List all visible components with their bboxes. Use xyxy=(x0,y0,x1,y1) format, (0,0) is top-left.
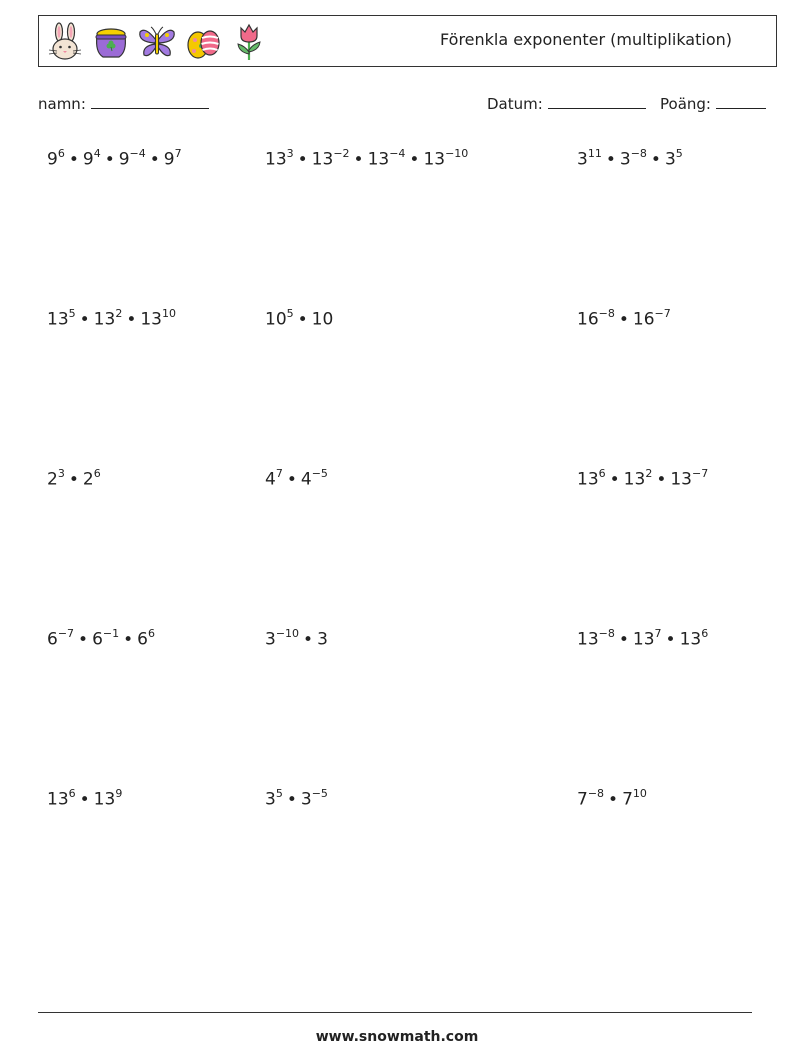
term-base: 16 xyxy=(632,309,655,330)
term-base: 9 xyxy=(118,149,130,170)
problem-1 xyxy=(47,148,182,170)
term-base: 13 xyxy=(47,309,69,330)
multiply-operator: • xyxy=(608,789,619,810)
footer-divider xyxy=(38,1012,752,1013)
term-exponent: −2 xyxy=(333,147,350,160)
easter-egg-icon xyxy=(183,22,223,62)
bunny-icon xyxy=(45,22,85,62)
problem-15 xyxy=(577,788,647,810)
term-exponent: 7 xyxy=(654,627,662,640)
term-base: 10 xyxy=(265,309,287,330)
term-base: 13 xyxy=(311,149,334,170)
multiply-operator: • xyxy=(650,149,661,170)
term-base: 13 xyxy=(670,469,692,490)
term-exponent: −5 xyxy=(311,787,328,800)
term-exponent: 9 xyxy=(115,787,123,800)
term-exponent: −8 xyxy=(587,787,605,800)
multiply-operator: • xyxy=(104,149,115,170)
term-exponent: −10 xyxy=(275,627,300,640)
term-base: 3 xyxy=(577,149,588,170)
term-exponent: −4 xyxy=(129,147,146,160)
multiply-operator: • xyxy=(605,149,616,170)
term-base: 16 xyxy=(577,309,599,330)
multiply-operator: • xyxy=(68,469,79,490)
name-field[interactable] xyxy=(38,94,209,113)
multiply-operator: • xyxy=(665,629,676,650)
term-exponent: −10 xyxy=(445,147,469,160)
term-base: 6 xyxy=(47,629,58,650)
score-field[interactable] xyxy=(660,94,766,113)
problem-13 xyxy=(47,788,122,810)
problem-9 xyxy=(577,468,708,490)
term-base: 13 xyxy=(577,629,599,650)
term-exponent: −7 xyxy=(691,467,709,480)
term-base: 13 xyxy=(367,149,390,170)
pot-of-gold-icon xyxy=(91,22,131,62)
term-base: 2 xyxy=(82,469,94,490)
score-label: Poäng: xyxy=(660,95,711,113)
footer-site: www.snowmath.com xyxy=(315,1029,479,1045)
term-base: 9 xyxy=(47,149,58,170)
term-base: 3 xyxy=(317,629,328,650)
term-base: 13 xyxy=(423,149,446,170)
term-base: 13 xyxy=(140,309,162,330)
term-base: 6 xyxy=(137,629,148,650)
multiply-operator: • xyxy=(79,309,90,330)
multiply-operator: • xyxy=(78,629,89,650)
term-base: 2 xyxy=(47,469,58,490)
term-exponent: 6 xyxy=(57,147,65,160)
term-exponent: 10 xyxy=(161,307,176,320)
term-base: 7 xyxy=(622,789,633,810)
icon-strip xyxy=(45,22,269,62)
multiply-operator: • xyxy=(656,469,667,490)
term-base: 3 xyxy=(619,149,631,170)
term-exponent: 5 xyxy=(68,307,76,320)
date-line[interactable] xyxy=(548,94,646,109)
term-exponent: 3 xyxy=(286,147,294,160)
multiply-operator: • xyxy=(126,309,137,330)
term-exponent: 11 xyxy=(587,147,602,160)
term-exponent: −8 xyxy=(630,147,647,160)
term-exponent: −5 xyxy=(311,467,328,480)
multiply-operator: • xyxy=(618,629,629,650)
term-exponent: 6 xyxy=(701,627,709,640)
term-base: 3 xyxy=(664,149,676,170)
multiply-operator: • xyxy=(303,629,314,650)
worksheet-title: Förenkla exponenter (multiplikation) xyxy=(440,30,732,49)
problem-5 xyxy=(265,308,333,330)
problem-11 xyxy=(265,628,328,650)
term-exponent: −4 xyxy=(389,147,406,160)
term-exponent: 10 xyxy=(632,787,647,800)
term-base: 10 xyxy=(311,309,334,330)
term-base: 13 xyxy=(679,629,702,650)
term-base: 4 xyxy=(300,469,312,490)
term-exponent: −7 xyxy=(654,307,671,320)
term-base: 13 xyxy=(265,149,287,170)
term-base: 13 xyxy=(577,469,599,490)
term-base: 13 xyxy=(623,469,646,490)
multiply-operator: • xyxy=(123,629,134,650)
problem-7 xyxy=(47,468,101,490)
multiply-operator: • xyxy=(149,149,160,170)
problem-6 xyxy=(577,308,671,330)
name-label: namn: xyxy=(38,95,86,113)
term-exponent: 6 xyxy=(93,467,101,480)
problem-12 xyxy=(577,628,708,650)
term-base: 6 xyxy=(92,629,103,650)
term-exponent: 4 xyxy=(93,147,101,160)
multiply-operator: • xyxy=(353,149,364,170)
term-base: 13 xyxy=(93,789,116,810)
term-base: 7 xyxy=(577,789,588,810)
term-exponent: −1 xyxy=(102,627,120,640)
term-base: 13 xyxy=(47,789,69,810)
term-exponent: 5 xyxy=(286,307,294,320)
score-line[interactable] xyxy=(716,94,766,109)
multiply-operator: • xyxy=(286,789,297,810)
problem-8 xyxy=(265,468,328,490)
header-box xyxy=(38,15,777,67)
term-exponent: −8 xyxy=(598,307,615,320)
problem-2 xyxy=(265,148,468,170)
problem-4 xyxy=(47,308,176,330)
term-exponent: 7 xyxy=(275,467,283,480)
name-line[interactable] xyxy=(91,94,209,109)
term-base: 4 xyxy=(265,469,276,490)
term-exponent: 5 xyxy=(675,147,683,160)
multiply-operator: • xyxy=(618,309,629,330)
problem-14 xyxy=(265,788,328,810)
term-base: 3 xyxy=(265,629,276,650)
multiply-operator: • xyxy=(68,149,79,170)
term-base: 3 xyxy=(300,789,312,810)
term-exponent: 2 xyxy=(645,467,653,480)
term-exponent: −7 xyxy=(57,627,75,640)
term-exponent: 6 xyxy=(598,467,606,480)
problem-3 xyxy=(577,148,683,170)
tulip-icon xyxy=(229,22,269,62)
term-exponent: 6 xyxy=(68,787,76,800)
term-exponent: 3 xyxy=(57,467,65,480)
term-exponent: 7 xyxy=(174,147,182,160)
term-base: 9 xyxy=(82,149,94,170)
butterfly-icon xyxy=(137,22,177,62)
multiply-operator: • xyxy=(297,309,308,330)
term-base: 3 xyxy=(265,789,276,810)
multiply-operator: • xyxy=(297,149,308,170)
term-base: 13 xyxy=(93,309,116,330)
term-exponent: 5 xyxy=(275,787,283,800)
term-exponent: −8 xyxy=(598,627,615,640)
multiply-operator: • xyxy=(286,469,297,490)
multiply-operator: • xyxy=(79,789,90,810)
date-label: Datum: xyxy=(487,95,543,113)
multiply-operator: • xyxy=(609,469,620,490)
term-exponent: 2 xyxy=(115,307,123,320)
term-base: 13 xyxy=(632,629,655,650)
term-exponent: 6 xyxy=(147,627,155,640)
term-base: 9 xyxy=(163,149,175,170)
multiply-operator: • xyxy=(409,149,420,170)
date-field[interactable] xyxy=(487,94,646,113)
problem-10 xyxy=(47,628,155,650)
